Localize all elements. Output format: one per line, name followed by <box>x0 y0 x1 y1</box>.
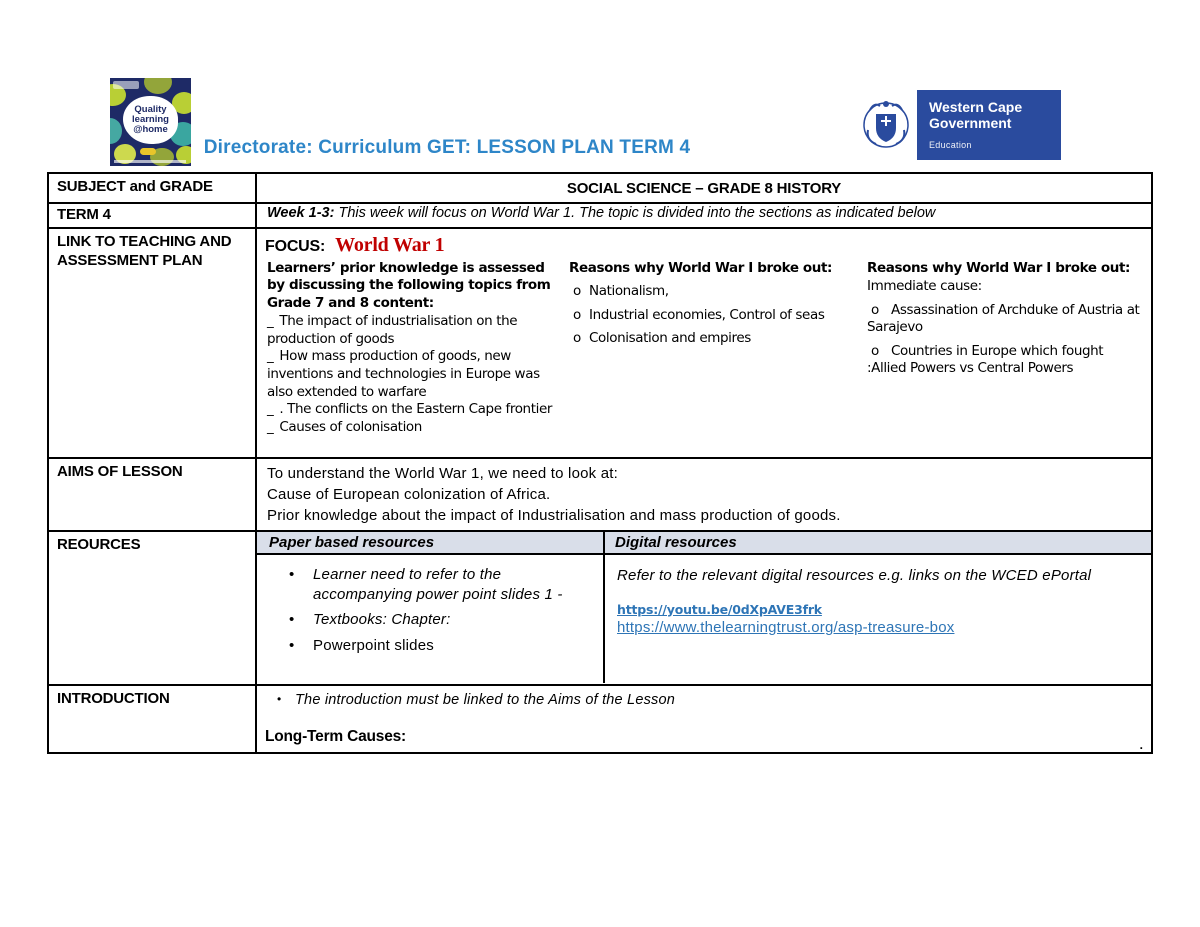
row-label-subject: SUBJECT and GRADE <box>49 174 257 202</box>
wcg-logo <box>855 90 1061 160</box>
list-item-text: Colonisation and empires <box>589 330 751 347</box>
digital-resources-header: Digital resources <box>615 533 737 551</box>
page-title: Directorate: Curriculum GET: LESSON PLAN TERM 4 <box>203 137 691 158</box>
row-label-introduction: INTRODUCTION <box>49 686 257 752</box>
link-to-plan-content <box>257 229 1151 457</box>
wcg-department: Education <box>929 140 972 151</box>
aims-line: To understand the World War 1, we need to look at: <box>267 464 619 482</box>
list-item-text: Causes of colonisation <box>279 418 422 435</box>
dot-bullet: • <box>289 565 295 583</box>
learningtrust-link[interactable]: https://www.thelearningtrust.org/asp-treasure-box <box>617 618 955 636</box>
logo-mini-mark <box>113 81 139 89</box>
dash-bullet: _ <box>267 401 274 418</box>
table-row-resources <box>49 530 1151 684</box>
circle-bullet: o <box>573 283 581 300</box>
list-item-text: Industrial economies, Control of seas <box>589 306 825 323</box>
resources-content <box>257 532 1151 684</box>
logo-line: @home <box>133 124 168 136</box>
subject-value: SOCIAL SCIENCE – GRADE 8 HISTORY <box>566 179 842 197</box>
table-row-introduction <box>49 684 1151 752</box>
reasons-heading: Reasons why World War I broke out: <box>569 259 833 276</box>
logo-baseline <box>114 160 186 163</box>
list-item <box>267 348 561 401</box>
dash-bullet: _ <box>267 313 274 330</box>
lesson-plan-table <box>47 172 1153 754</box>
resources-body <box>257 555 1151 683</box>
list-item <box>283 610 595 630</box>
list-item <box>569 283 863 301</box>
list-item-text: . The conflicts on the Eastern Cape frontier <box>279 401 553 418</box>
list-item <box>867 302 1143 337</box>
circle-bullet: o <box>573 306 581 323</box>
circle-bullet: o <box>871 342 879 359</box>
list-item <box>267 313 561 348</box>
introduction-content <box>257 686 1151 752</box>
list-item <box>569 307 863 325</box>
dot-bullet: • <box>289 611 295 629</box>
immediate-cause-heading: Reasons why World War I broke out: <box>867 259 1131 276</box>
dot-bullet: • <box>277 691 282 706</box>
week-description: This week will focus on World War 1. The topic is divided into the sections as indicated below <box>334 205 936 221</box>
wcg-logo-text <box>917 90 1061 160</box>
list-item-text: Nationalism, <box>589 283 669 300</box>
list-item-text: Countries in Europe which fought :Allied Powers vs Central Powers <box>867 342 1104 377</box>
dot-bullet: • <box>289 636 295 654</box>
aims-line: Prior knowledge about the impact of Industrialisation and mass production of goods. <box>267 506 841 524</box>
table-row-subject <box>49 174 1151 202</box>
dash-bullet: _ <box>267 348 274 365</box>
circle-bullet: o <box>573 330 581 347</box>
focus-topic: World War 1 <box>335 233 445 256</box>
table-row-term <box>49 202 1151 227</box>
aims-content <box>257 459 1151 530</box>
paper-resources-cell <box>257 555 605 683</box>
introduction-bullet <box>265 692 1141 708</box>
list-item <box>267 401 561 419</box>
logo-dot <box>144 78 172 94</box>
stray-period-mark: . <box>1139 737 1143 752</box>
table-row-link-to-plan <box>49 227 1151 457</box>
term-value <box>257 204 1151 227</box>
digital-resources-links <box>617 602 1139 636</box>
aims-line: Cause of European colonization of Africa. <box>267 485 551 503</box>
reasons-column <box>569 260 863 436</box>
digital-resources-cell <box>605 555 1151 683</box>
prior-knowledge-column <box>265 260 561 436</box>
row-label-link-to-plan: LINK TO TEACHING AND ASSESSMENT PLAN <box>49 229 257 457</box>
week-range-label: Week 1-3: <box>267 205 335 221</box>
immediate-cause-column <box>867 260 1143 436</box>
table-row-aims <box>49 457 1151 530</box>
row-label-aims: AIMS OF LESSON <box>49 459 257 530</box>
dash-bullet: _ <box>267 418 274 435</box>
list-item-text: The impact of industrialisation on the production of goods <box>267 313 518 347</box>
list-item <box>569 330 863 348</box>
list-item-text: Learner need to refer to the accompanying power point slides 1 - <box>313 565 563 603</box>
immediate-cause-subheading: Immediate cause: <box>867 278 982 295</box>
long-term-causes-heading: Long-Term Causes: <box>265 727 406 745</box>
row-label-resources: REOURCES <box>49 532 257 684</box>
list-item <box>283 636 595 656</box>
list-item <box>867 343 1143 378</box>
list-item-text: How mass production of goods, new inventions and technologies in Europe was also extended to warfare <box>267 348 540 400</box>
wcg-crest-icon <box>855 90 917 160</box>
focus-line <box>265 234 1143 257</box>
wcg-name-line2: Government <box>929 115 1012 132</box>
list-item-text: Powerpoint slides <box>313 636 434 654</box>
list-item-text: Assassination of Archduke of Austria at Sarajevo <box>867 301 1140 336</box>
focus-label: FOCUS: <box>265 237 326 255</box>
prior-knowledge-heading: Learners’ prior knowledge is assessed by discussing the following topics from Grade 7 and 8 content: <box>267 259 551 311</box>
paper-resources-header: Paper based resources <box>257 532 605 553</box>
digital-resources-note: Refer to the relevant digital resources e.g. links on the WCED ePortal <box>617 566 1092 584</box>
youtube-link[interactable]: https://youtu.be/0dXpAVE3frk <box>617 601 822 617</box>
list-item <box>267 419 561 437</box>
paper-resources-list <box>283 565 595 656</box>
wcg-name-line1: Western Cape <box>929 99 1023 115</box>
introduction-bullet-text: The introduction must be linked to the Aims of the Lesson <box>295 691 676 708</box>
logo-line: Quality <box>134 103 167 115</box>
circle-bullet: o <box>871 301 879 318</box>
logo-line: learning <box>132 113 169 125</box>
list-item-text: Textbooks: Chapter: <box>313 611 451 629</box>
list-item <box>283 565 595 606</box>
row-label-term: TERM 4 <box>49 204 257 227</box>
resources-subheader-row <box>257 532 1151 555</box>
link-columns <box>265 260 1143 436</box>
